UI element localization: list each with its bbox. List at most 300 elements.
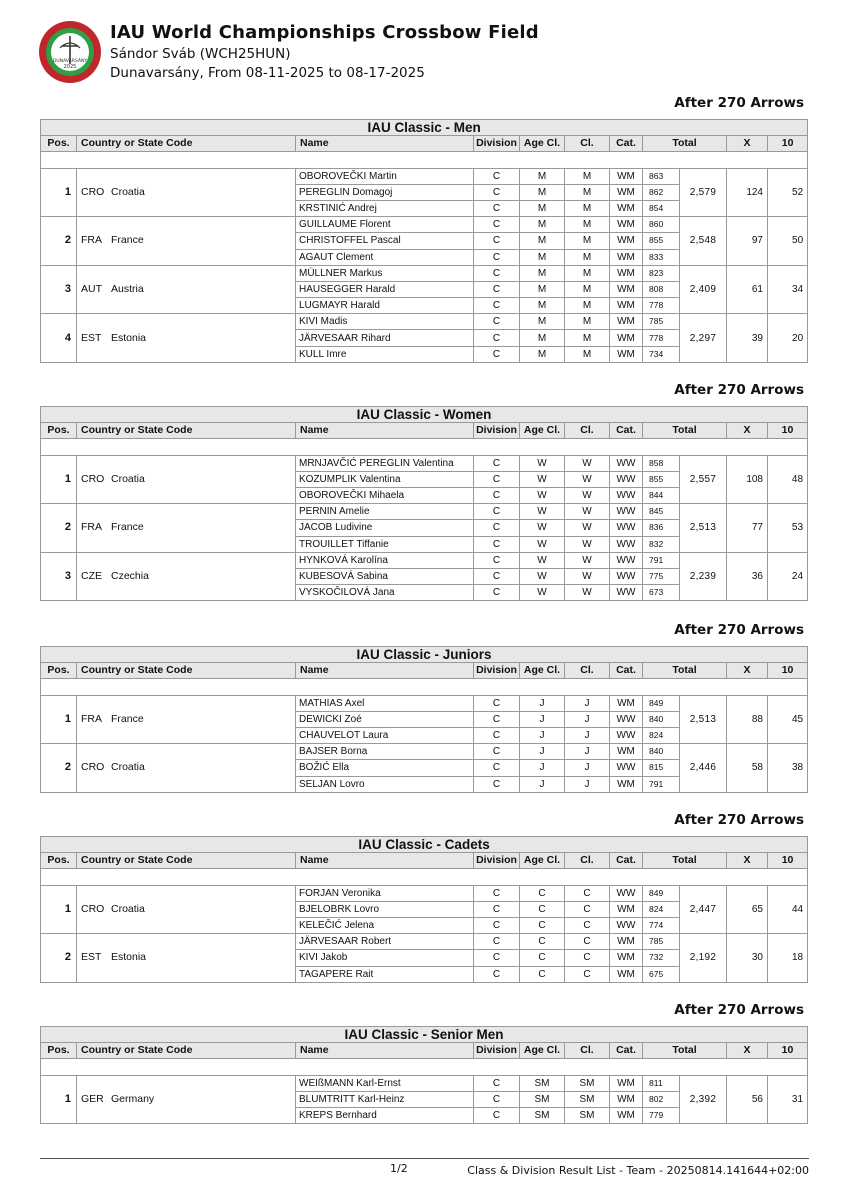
table-row — [41, 314, 808, 330]
athlete-score: 860 — [643, 217, 680, 233]
athlete-score: 832 — [643, 536, 680, 552]
division: C — [474, 727, 520, 743]
team-total: 2,392 — [680, 1075, 727, 1124]
col-name: Name — [296, 663, 474, 679]
page-number: 1/2 — [390, 1162, 408, 1175]
team-position: 2 — [41, 744, 77, 793]
country-name: Estonia — [111, 331, 147, 344]
team-position: 2 — [41, 504, 77, 553]
results-section — [40, 1026, 807, 1124]
athlete-name: TROUILLET Tiffanie — [296, 536, 474, 552]
athlete-name: CHAUVELOT Laura — [296, 727, 474, 743]
athlete-score: 855 — [643, 471, 680, 487]
division: C — [474, 568, 520, 584]
col-country: Country or State Code — [77, 423, 296, 439]
team-total: 2,192 — [680, 934, 727, 983]
results-table — [40, 836, 808, 983]
col-country: Country or State Code — [77, 853, 296, 869]
division: C — [474, 885, 520, 901]
category: WW — [610, 568, 643, 584]
class: W — [565, 536, 610, 552]
team-total: 2,513 — [680, 695, 727, 744]
division: C — [474, 711, 520, 727]
category: WM — [610, 249, 643, 265]
division: C — [474, 536, 520, 552]
division: C — [474, 585, 520, 601]
col-pos: Pos. — [41, 853, 77, 869]
age-class: W — [520, 471, 565, 487]
age-class: M — [520, 281, 565, 297]
athlete-name: OBOROVEČKI Martin — [296, 168, 474, 184]
division: C — [474, 265, 520, 281]
team-position: 1 — [41, 455, 77, 504]
athlete-name: KELEČIĆ Jelena — [296, 917, 474, 933]
age-class: M — [520, 184, 565, 200]
country-name: France — [111, 234, 144, 247]
country-name: Croatia — [111, 761, 145, 774]
col-ten: 10 — [768, 136, 808, 152]
col-name: Name — [296, 136, 474, 152]
results-section — [40, 646, 807, 793]
class: J — [565, 744, 610, 760]
athlete-name: PEREGLIN Domagoj — [296, 184, 474, 200]
athlete-name: MÜLLNER Markus — [296, 265, 474, 281]
country-code: CRO — [81, 902, 105, 915]
col-pos: Pos. — [41, 136, 77, 152]
athlete-score: 791 — [643, 552, 680, 568]
athlete-score: 791 — [643, 776, 680, 792]
age-class: M — [520, 200, 565, 216]
category: WW — [610, 727, 643, 743]
table-row — [41, 168, 808, 184]
athlete-score: 775 — [643, 568, 680, 584]
country-code: CRO — [81, 185, 105, 198]
athlete-score: 823 — [643, 265, 680, 281]
athlete-score: 862 — [643, 184, 680, 200]
col-age-class: Age Cl. — [520, 1043, 565, 1059]
athlete-score: 778 — [643, 298, 680, 314]
team-position: 1 — [41, 1075, 77, 1124]
class: J — [565, 711, 610, 727]
athlete-score: 840 — [643, 711, 680, 727]
category: WM — [610, 776, 643, 792]
category: WM — [610, 281, 643, 297]
team-ten-count: 38 — [768, 744, 808, 793]
country-code: CRO — [81, 761, 105, 774]
athlete-name: AGAUT Clement — [296, 249, 474, 265]
category: WM — [610, 200, 643, 216]
country-name: France — [111, 521, 144, 534]
team-country — [77, 1075, 296, 1124]
class: J — [565, 695, 610, 711]
category: WW — [610, 585, 643, 601]
country-code: GER — [81, 1092, 104, 1105]
team-country — [77, 314, 296, 363]
col-class: Cl. — [565, 663, 610, 679]
team-ten-count: 52 — [768, 168, 808, 217]
division: C — [474, 184, 520, 200]
athlete-score: 858 — [643, 455, 680, 471]
division: C — [474, 298, 520, 314]
division: C — [474, 552, 520, 568]
results-section — [40, 836, 807, 983]
class: M — [565, 265, 610, 281]
col-name: Name — [296, 423, 474, 439]
class: SM — [565, 1091, 610, 1107]
team-position: 3 — [41, 265, 77, 314]
division: C — [474, 1107, 520, 1123]
class: J — [565, 760, 610, 776]
division: C — [474, 934, 520, 950]
division: C — [474, 504, 520, 520]
country-code: FRA — [81, 712, 102, 725]
arrows-status: After 270 Arrows — [674, 622, 804, 638]
arrows-status: After 270 Arrows — [674, 812, 804, 828]
athlete-name: BJELOBRK Lovro — [296, 901, 474, 917]
athlete-name: BOŽIĆ Ella — [296, 760, 474, 776]
team-ten-count: 45 — [768, 695, 808, 744]
arrows-status: After 270 Arrows — [674, 382, 804, 398]
category: WW — [610, 917, 643, 933]
col-total: Total — [643, 136, 727, 152]
results-section — [40, 406, 807, 601]
country-name: Czechia — [111, 569, 149, 582]
age-class: W — [520, 536, 565, 552]
class: C — [565, 966, 610, 982]
division: C — [474, 520, 520, 536]
results-table — [40, 406, 808, 601]
age-class: W — [520, 552, 565, 568]
table-row — [41, 885, 808, 901]
country-name: Austria — [111, 282, 144, 295]
age-class: W — [520, 455, 565, 471]
class: W — [565, 520, 610, 536]
col-category: Cat. — [610, 1043, 643, 1059]
team-total: 2,513 — [680, 504, 727, 553]
category: WW — [610, 711, 643, 727]
athlete-name: MRNJAVČIĆ PEREGLIN Valentina — [296, 455, 474, 471]
age-class: J — [520, 744, 565, 760]
age-class: W — [520, 585, 565, 601]
age-class: SM — [520, 1075, 565, 1091]
category: WM — [610, 901, 643, 917]
col-category: Cat. — [610, 853, 643, 869]
country-code: CZE — [81, 569, 102, 582]
age-class: C — [520, 917, 565, 933]
country-code: EST — [81, 331, 102, 344]
col-division: Division — [474, 423, 520, 439]
athlete-name: KUBESOVÁ Sabina — [296, 568, 474, 584]
class: M — [565, 281, 610, 297]
team-ten-count: 34 — [768, 265, 808, 314]
athlete-score: 833 — [643, 249, 680, 265]
team-ten-count: 48 — [768, 455, 808, 504]
col-division: Division — [474, 853, 520, 869]
athlete-name: PERNIN Amelie — [296, 504, 474, 520]
team-position: 3 — [41, 552, 77, 601]
col-pos: Pos. — [41, 663, 77, 679]
category: WM — [610, 934, 643, 950]
age-class: C — [520, 901, 565, 917]
category: WM — [610, 1075, 643, 1091]
country-name: Estonia — [111, 951, 147, 964]
table-row — [41, 695, 808, 711]
country-name: Croatia — [111, 902, 145, 915]
logo-year: 2025 — [63, 64, 77, 70]
team-total: 2,579 — [680, 168, 727, 217]
organizer: Sándor Sváb (WCH25HUN) — [110, 46, 291, 62]
category: WM — [610, 233, 643, 249]
col-pos: Pos. — [41, 423, 77, 439]
athlete-score: 845 — [643, 504, 680, 520]
team-total: 2,239 — [680, 552, 727, 601]
col-x: X — [727, 136, 768, 152]
athlete-name: KIVI Jakob — [296, 950, 474, 966]
col-total: Total — [643, 853, 727, 869]
team-x-count: 58 — [727, 744, 768, 793]
athlete-score: 734 — [643, 346, 680, 362]
team-position: 1 — [41, 695, 77, 744]
col-name: Name — [296, 1043, 474, 1059]
col-ten: 10 — [768, 853, 808, 869]
age-class: C — [520, 966, 565, 982]
athlete-name: BAJSER Borna — [296, 744, 474, 760]
results-table — [40, 646, 808, 793]
age-class: M — [520, 298, 565, 314]
class: C — [565, 885, 610, 901]
team-total: 2,297 — [680, 314, 727, 363]
col-division: Division — [474, 1043, 520, 1059]
team-position: 1 — [41, 168, 77, 217]
category: WW — [610, 520, 643, 536]
class: SM — [565, 1107, 610, 1123]
country-code: FRA — [81, 521, 102, 534]
category: WM — [610, 314, 643, 330]
age-class: J — [520, 711, 565, 727]
team-country — [77, 934, 296, 983]
division: C — [474, 455, 520, 471]
col-pos: Pos. — [41, 1043, 77, 1059]
col-total: Total — [643, 663, 727, 679]
athlete-score: 673 — [643, 585, 680, 601]
team-country — [77, 552, 296, 601]
athlete-name: OBOROVEČKI Mihaela — [296, 487, 474, 503]
results-table — [40, 1026, 808, 1124]
col-x: X — [727, 423, 768, 439]
section-title: IAU Classic - Juniors — [41, 647, 808, 663]
col-x: X — [727, 853, 768, 869]
table-row — [41, 265, 808, 281]
team-x-count: 39 — [727, 314, 768, 363]
age-class: M — [520, 217, 565, 233]
team-position: 4 — [41, 314, 77, 363]
country-name: Germany — [111, 1092, 155, 1105]
logo-text: DUNAVARSÁNY — [52, 59, 88, 64]
athlete-score: 779 — [643, 1107, 680, 1123]
team-x-count: 97 — [727, 217, 768, 266]
team-country — [77, 455, 296, 504]
class: W — [565, 552, 610, 568]
class: J — [565, 727, 610, 743]
team-total: 2,446 — [680, 744, 727, 793]
class: M — [565, 330, 610, 346]
class: W — [565, 471, 610, 487]
col-country: Country or State Code — [77, 136, 296, 152]
age-class: C — [520, 885, 565, 901]
division: C — [474, 966, 520, 982]
col-class: Cl. — [565, 136, 610, 152]
col-class: Cl. — [565, 423, 610, 439]
athlete-name: VYSKOČILOVÁ Jana — [296, 585, 474, 601]
section-title: IAU Classic - Cadets — [41, 837, 808, 853]
col-ten: 10 — [768, 663, 808, 679]
arrows-status: After 270 Arrows — [674, 1002, 804, 1018]
category: WM — [610, 966, 643, 982]
athlete-name: FORJAN Veronika — [296, 885, 474, 901]
class: C — [565, 950, 610, 966]
category: WW — [610, 471, 643, 487]
athlete-name: KOZUMPLIK Valentina — [296, 471, 474, 487]
table-row — [41, 1075, 808, 1091]
athlete-name: MATHIAS Axel — [296, 695, 474, 711]
class: C — [565, 917, 610, 933]
class: M — [565, 200, 610, 216]
col-age-class: Age Cl. — [520, 423, 565, 439]
athlete-score: 675 — [643, 966, 680, 982]
division: C — [474, 346, 520, 362]
category: WM — [610, 184, 643, 200]
category: WM — [610, 744, 643, 760]
age-class: W — [520, 487, 565, 503]
team-x-count: 88 — [727, 695, 768, 744]
team-x-count: 56 — [727, 1075, 768, 1124]
section-title: IAU Classic - Senior Men — [41, 1027, 808, 1043]
team-country — [77, 265, 296, 314]
age-class: C — [520, 950, 565, 966]
age-class: M — [520, 330, 565, 346]
division: C — [474, 330, 520, 346]
age-class: M — [520, 265, 565, 281]
team-position: 2 — [41, 217, 77, 266]
team-ten-count: 44 — [768, 885, 808, 934]
age-class: M — [520, 314, 565, 330]
col-age-class: Age Cl. — [520, 853, 565, 869]
country-name: France — [111, 712, 144, 725]
championship-logo — [38, 20, 102, 84]
col-total: Total — [643, 1043, 727, 1059]
team-x-count: 30 — [727, 934, 768, 983]
class: M — [565, 184, 610, 200]
age-class: M — [520, 346, 565, 362]
col-country: Country or State Code — [77, 663, 296, 679]
division: C — [474, 744, 520, 760]
division: C — [474, 760, 520, 776]
col-x: X — [727, 1043, 768, 1059]
athlete-score: 855 — [643, 233, 680, 249]
athlete-name: BLUMTRITT Karl-Heinz — [296, 1091, 474, 1107]
location-dates: Dunavarsány, From 08-11-2025 to 08-17-2025 — [110, 65, 425, 81]
col-class: Cl. — [565, 853, 610, 869]
col-x: X — [727, 663, 768, 679]
athlete-name: CHRISTOFFEL Pascal — [296, 233, 474, 249]
team-x-count: 124 — [727, 168, 768, 217]
col-division: Division — [474, 136, 520, 152]
team-ten-count: 53 — [768, 504, 808, 553]
class: M — [565, 298, 610, 314]
class: W — [565, 487, 610, 503]
division: C — [474, 200, 520, 216]
age-class: W — [520, 568, 565, 584]
athlete-score: 824 — [643, 727, 680, 743]
age-class: M — [520, 233, 565, 249]
section-title: IAU Classic - Men — [41, 120, 808, 136]
athlete-score: 836 — [643, 520, 680, 536]
age-class: J — [520, 760, 565, 776]
athlete-name: HAUSEGGER Harald — [296, 281, 474, 297]
category: WW — [610, 885, 643, 901]
team-ten-count: 50 — [768, 217, 808, 266]
athlete-score: 778 — [643, 330, 680, 346]
category: WM — [610, 1091, 643, 1107]
athlete-score: 840 — [643, 744, 680, 760]
team-x-count: 61 — [727, 265, 768, 314]
athlete-name: LUGMAYR Harald — [296, 298, 474, 314]
col-country: Country or State Code — [77, 1043, 296, 1059]
class: J — [565, 776, 610, 792]
age-class: C — [520, 934, 565, 950]
category: WW — [610, 504, 643, 520]
table-row — [41, 504, 808, 520]
col-category: Cat. — [610, 136, 643, 152]
team-ten-count: 18 — [768, 934, 808, 983]
age-class: W — [520, 520, 565, 536]
team-ten-count: 24 — [768, 552, 808, 601]
athlete-score: 844 — [643, 487, 680, 503]
team-country — [77, 504, 296, 553]
page-footer — [40, 1158, 809, 1177]
table-row — [41, 552, 808, 568]
category: WM — [610, 346, 643, 362]
table-row — [41, 455, 808, 471]
team-total: 2,548 — [680, 217, 727, 266]
team-position: 2 — [41, 934, 77, 983]
col-ten: 10 — [768, 423, 808, 439]
results-table — [40, 119, 808, 363]
division: C — [474, 917, 520, 933]
col-category: Cat. — [610, 663, 643, 679]
athlete-score: 785 — [643, 934, 680, 950]
team-country — [77, 744, 296, 793]
team-country — [77, 168, 296, 217]
team-total: 2,447 — [680, 885, 727, 934]
table-row — [41, 744, 808, 760]
category: WM — [610, 950, 643, 966]
athlete-name: KIVI Madis — [296, 314, 474, 330]
class: W — [565, 455, 610, 471]
team-ten-count: 20 — [768, 314, 808, 363]
team-country — [77, 217, 296, 266]
class: C — [565, 934, 610, 950]
class: W — [565, 568, 610, 584]
class: M — [565, 314, 610, 330]
athlete-name: GUILLAUME Florent — [296, 217, 474, 233]
team-x-count: 65 — [727, 885, 768, 934]
athlete-score: 824 — [643, 901, 680, 917]
class: M — [565, 233, 610, 249]
team-x-count: 108 — [727, 455, 768, 504]
athlete-score: 774 — [643, 917, 680, 933]
col-total: Total — [643, 423, 727, 439]
